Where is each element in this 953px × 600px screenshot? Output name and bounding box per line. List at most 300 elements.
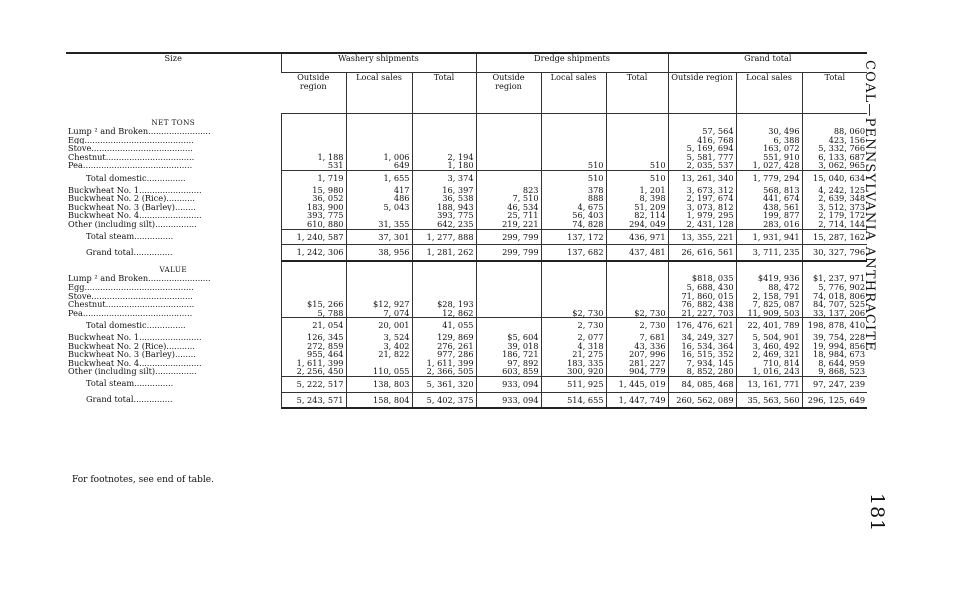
section-header-row [66,261,867,275]
table-cell: 3, 073, 812 [668,203,736,212]
table-cell: 8, 852, 280 [668,367,736,376]
table-cell: 74, 828 [541,220,606,229]
column-header: Total [802,73,867,114]
running-head-text: COAL—PENNSYLVANIA ANTHRACITE [862,60,877,352]
table-cell: 3, 673, 312 [668,186,736,195]
table-cell: 176, 476, 621 [668,318,736,333]
table-row [66,309,867,318]
table-cell: 393, 775 [412,211,476,220]
column-header: Total [606,73,668,114]
section-title: VALUE [159,264,188,274]
table-cell [606,127,668,136]
row-label: Chestnut.................................. [68,300,195,309]
table-cell: 1, 201 [606,186,668,195]
table-row [66,274,867,283]
table-cell: $12, 927 [346,300,412,309]
table-cell: 2, 197, 674 [668,194,736,203]
shipments-table [66,52,867,409]
table-cell: 299, 799 [476,229,541,245]
table-cell: 1, 281, 262 [412,245,476,261]
table-cell [412,136,476,145]
section-header-row [66,114,867,128]
table-cell: 1, 188 [281,153,346,162]
row-label: Buckwheat No. 1........................ [68,185,202,195]
table-cell: 5, 788 [281,309,346,318]
row-label: Lump ² and Broken........................ [68,127,211,136]
table-cell [541,292,606,301]
table-cell [346,127,412,136]
row-label: Lump ² and Broken........................ [68,274,211,283]
row-label: Egg.......................................... [68,135,194,145]
table-cell: 198, 878, 410 [802,318,867,333]
table-cell: 21, 227, 703 [668,309,736,318]
table-cell: 2, 179, 172 [802,211,867,220]
table-cell: 276, 261 [412,342,476,351]
table-cell [412,114,476,128]
table-cell: 97, 892 [476,359,541,368]
total-steam-row [66,229,867,245]
table-cell [606,274,668,283]
group-header-dredge: Dredge shipments [476,53,668,73]
table-cell: 88, 060 [802,127,867,136]
table-cell [476,274,541,283]
table-cell: 7, 510 [476,194,541,203]
table-cell: 1, 027, 428 [736,161,802,170]
total-steam-row [66,376,867,392]
table-cell [412,274,476,283]
table-cell [346,283,412,292]
table-cell: 15, 980 [281,186,346,195]
table-cell: 393, 775 [281,211,346,220]
table-cell [476,114,541,128]
table-cell: 129, 869 [412,333,476,342]
table-cell: 219, 221 [476,220,541,229]
table-cell: 36, 538 [412,194,476,203]
table-cell: 511, 925 [541,376,606,392]
table-cell [668,114,736,128]
table-cell: 510 [541,171,606,186]
table-cell [476,309,541,318]
table-cell: 7, 825, 087 [736,300,802,309]
table-cell: 5, 581, 777 [668,153,736,162]
table-cell: 2, 714, 144 [802,220,867,229]
table-cell: 31, 355 [346,220,412,229]
size-header: Size [66,53,281,114]
table-cell: 110, 055 [346,367,412,376]
table-cell [606,144,668,153]
table-cell: 30, 496 [736,127,802,136]
table-cell: 2, 730 [541,318,606,333]
table-cell [346,114,412,128]
table-cell: 183, 335 [541,359,606,368]
table-cell: $818, 035 [668,274,736,283]
row-label: Other (including silt)................ [68,220,197,230]
table-cell: 642, 235 [412,220,476,229]
row-label: Stove....................................... [68,144,193,153]
table-cell [412,261,476,275]
table-cell: 5, 688, 430 [668,283,736,292]
table-cell [346,274,412,283]
table-cell: 5, 243, 571 [281,392,346,408]
table-cell: 1, 979, 295 [668,211,736,220]
table-cell: 82, 114 [606,211,668,220]
table-cell [281,127,346,136]
row-label: Buckwheat No. 4........................ [68,358,202,368]
table-cell: 1, 719 [281,171,346,186]
table-cell: 568, 813 [736,186,802,195]
table-cell: $2, 730 [606,309,668,318]
table-row [66,136,867,145]
table-cell: 1, 611, 399 [281,359,346,368]
table-cell: 37, 301 [346,229,412,245]
table-cell: 710, 814 [736,359,802,368]
table-cell: 84, 707, 525 [802,300,867,309]
table-cell: 15, 287, 162 [802,229,867,245]
row-label: Total domestic............... [86,319,186,330]
table-cell [606,283,668,292]
table-cell: 76, 882, 438 [668,300,736,309]
table-cell [412,283,476,292]
table-cell: 3, 460, 492 [736,342,802,351]
row-label: Total domestic............... [86,172,186,183]
table-cell [476,144,541,153]
column-header: Local sales [736,73,802,114]
table-cell: $1, 237, 971 [802,274,867,283]
table-cell: 13, 261, 340 [668,171,736,186]
table-cell: $15, 266 [281,300,346,309]
table-cell: 2, 730 [606,318,668,333]
table-cell: 7, 074 [346,309,412,318]
table-cell: 551, 910 [736,153,802,162]
table-cell: 35, 563, 560 [736,392,802,408]
table-cell: 84, 085, 468 [668,376,736,392]
table-cell: 8, 644, 959 [802,359,867,368]
table-cell: 977, 286 [412,350,476,359]
table-cell: 8, 398 [606,194,668,203]
table-cell [668,261,736,275]
table-cell: 4, 675 [541,203,606,212]
row-label: Buckwheat No. 2 (Rice)........... [68,194,195,203]
table-cell: 6, 133, 687 [802,153,867,162]
table-cell: 97, 247, 239 [802,376,867,392]
table-cell: 2, 366, 505 [412,367,476,376]
table-cell: 11, 909, 503 [736,309,802,318]
row-label: Buckwheat No. 3 (Barley)........ [68,350,196,359]
table-cell: 183, 900 [281,203,346,212]
table-cell: 158, 804 [346,392,412,408]
table-cell: 294, 049 [606,220,668,229]
table-cell [606,261,668,275]
table-cell [541,127,606,136]
table-cell: 16, 515, 352 [668,350,736,359]
table-cell: 19, 994, 856 [802,342,867,351]
row-label: Other (including silt)................ [68,367,197,377]
row-label: Total steam............... [86,378,174,389]
table-cell: 33, 137, 206 [802,309,867,318]
row-label: Egg.......................................... [68,283,194,292]
table-cell: 137, 682 [541,245,606,261]
table-cell [346,261,412,275]
table-cell: 1, 240, 587 [281,229,346,245]
row-label: Grand total............... [86,394,173,405]
table-cell: 26, 616, 561 [668,245,736,261]
table-cell [476,261,541,275]
table-cell: 5, 043 [346,203,412,212]
table-cell: 933, 094 [476,376,541,392]
table-cell: 36, 052 [281,194,346,203]
table-cell: 21, 275 [541,350,606,359]
row-label: Buckwheat No. 4........................ [68,211,202,221]
table-cell [606,136,668,145]
table-cell: 30, 327, 796 [802,245,867,261]
table-cell: 437, 481 [606,245,668,261]
table-cell [476,127,541,136]
table-cell: 21, 822 [346,350,412,359]
table-cell: 163, 072 [736,144,802,153]
table-cell: 2, 194 [412,153,476,162]
table-cell [346,136,412,145]
grand-total-row [66,245,867,261]
table-cell: 22, 401, 789 [736,318,802,333]
table-cell: 438, 561 [736,203,802,212]
table-cell: 2, 158, 791 [736,292,802,301]
table-cell: 1, 931, 941 [736,229,802,245]
table-cell [476,161,541,170]
column-header: Local sales [346,73,412,114]
table-cell: 25, 711 [476,211,541,220]
footnote: For footnotes, see end of table. [72,475,214,485]
table-cell: 2, 639, 348 [802,194,867,203]
table-cell: 436, 971 [606,229,668,245]
table-cell: 39, 018 [476,342,541,351]
table-cell: 1, 242, 306 [281,245,346,261]
table-cell: 18, 984, 673 [802,350,867,359]
table-cell [541,274,606,283]
table-cell: 272, 859 [281,342,346,351]
table-cell: 2, 077 [541,333,606,342]
table-cell [412,127,476,136]
table-cell [541,261,606,275]
table-cell [736,261,802,275]
table-cell: 1, 655 [346,171,412,186]
table-cell [476,292,541,301]
table-cell: 1, 006 [346,153,412,162]
table-cell: 43, 336 [606,342,668,351]
table-cell: 2, 256, 450 [281,367,346,376]
table-cell: 57, 564 [668,127,736,136]
table-cell [606,292,668,301]
table-cell: 39, 754, 228 [802,333,867,342]
table-cell: $28, 193 [412,300,476,309]
table-cell [802,114,867,128]
table-cell: 56, 403 [541,211,606,220]
table-cell: 186, 721 [476,350,541,359]
table-cell: 610, 880 [281,220,346,229]
page-number [866,493,896,533]
table-cell: 207, 996 [606,350,668,359]
total-domestic-row [66,171,867,186]
table-cell [476,318,541,333]
table-cell: 13, 161, 771 [736,376,802,392]
table-cell: 423, 156 [802,136,867,145]
total-domestic-row [66,318,867,333]
table-cell: 15, 040, 634 [802,171,867,186]
table-body [66,114,867,409]
table-cell [281,274,346,283]
table-cell: 7, 681 [606,333,668,342]
table-cell: 12, 862 [412,309,476,318]
table-cell: 74, 018, 806 [802,292,867,301]
table-row [66,283,867,292]
table-cell: 5, 361, 320 [412,376,476,392]
table-cell: 933, 094 [476,392,541,408]
table-cell: 300, 920 [541,367,606,376]
table-cell: 71, 860, 015 [668,292,736,301]
table-cell: 51, 209 [606,203,668,212]
table-cell: 649 [346,161,412,170]
table-cell: 531 [281,161,346,170]
table-cell [281,136,346,145]
table-cell: 13, 355, 221 [668,229,736,245]
table-cell: 4, 318 [541,342,606,351]
table-cell: 5, 332, 766 [802,144,867,153]
table-cell: 441, 674 [736,194,802,203]
table-cell: 1, 180 [412,161,476,170]
table-cell: 417 [346,186,412,195]
table-cell: 296, 125, 649 [802,392,867,408]
table-cell: 5, 402, 375 [412,392,476,408]
row-label: Pea.......................................... [68,308,193,318]
table-cell: 514, 655 [541,392,606,408]
table-cell: 16, 534, 364 [668,342,736,351]
table-row [66,220,867,229]
table-cell: 510 [606,171,668,186]
table-cell: 299, 799 [476,245,541,261]
table-cell: $419, 936 [736,274,802,283]
section-title: NET TONS [151,117,196,127]
table-cell: 823 [476,186,541,195]
table-cell [476,136,541,145]
table-cell [281,114,346,128]
table-cell [281,283,346,292]
table-cell: 955, 464 [281,350,346,359]
table-cell: 2, 431, 128 [668,220,736,229]
table-cell [541,144,606,153]
table-cell: 137, 172 [541,229,606,245]
table-cell: 5, 504, 901 [736,333,802,342]
grand-total-row [66,392,867,408]
table-cell: 4, 242, 125 [802,186,867,195]
table-cell: 7, 934, 145 [668,359,736,368]
table-cell [476,300,541,309]
table-cell: 199, 877 [736,211,802,220]
table-cell: 3, 062, 965 [802,161,867,170]
table-cell: $2, 730 [541,309,606,318]
table-cell: 1, 277, 888 [412,229,476,245]
column-header: Local sales [541,73,606,114]
table-cell: 510 [606,161,668,170]
table-cell: 5, 169, 694 [668,144,736,153]
table-cell [541,114,606,128]
table-cell: 260, 562, 089 [668,392,736,408]
row-label: Stove....................................... [68,291,193,301]
table-cell: 16, 397 [412,186,476,195]
table-cell: 378 [541,186,606,195]
table-cell [541,283,606,292]
table-cell: 88, 472 [736,283,802,292]
table-cell: 3, 374 [412,171,476,186]
table-cell [606,114,668,128]
table-cell: 138, 803 [346,376,412,392]
row-label: Total steam............... [86,231,174,242]
table-row [66,367,867,376]
table-cell: 1, 447, 749 [606,392,668,408]
table-cell: 9, 868, 523 [802,367,867,376]
table-cell [541,136,606,145]
running-head [862,60,912,390]
table-cell: 3, 512, 373 [802,203,867,212]
table-cell: $5, 604 [476,333,541,342]
column-header: Outside region [476,73,541,114]
table-cell: 486 [346,194,412,203]
table-cell: 188, 943 [412,203,476,212]
table-cell: 3, 711, 235 [736,245,802,261]
column-header: Outside region [281,73,346,114]
table-cell [736,114,802,128]
table-cell: 888 [541,194,606,203]
table-cell: 603, 859 [476,367,541,376]
table-cell: 38, 956 [346,245,412,261]
row-label: Pea.......................................... [68,161,193,171]
table-cell: 416, 768 [668,136,736,145]
table-cell: 5, 222, 517 [281,376,346,392]
table-cell: 34, 249, 327 [668,333,736,342]
row-label: Buckwheat No. 3 (Barley)........ [68,202,196,212]
table-row [66,127,867,136]
table-cell: 1, 445, 019 [606,376,668,392]
table-cell: 2, 469, 321 [736,350,802,359]
table-cell: 2, 035, 537 [668,161,736,170]
page-number-text: 181 [866,493,888,533]
row-label: Buckwheat No. 2 (Rice)........... [68,341,195,351]
table-cell: 510 [541,161,606,170]
table-cell: 41, 055 [412,318,476,333]
row-label: Buckwheat No. 1........................ [68,332,202,342]
table-cell [476,153,541,162]
table-cell [476,283,541,292]
table-cell: 46, 534 [476,203,541,212]
table-cell [802,261,867,275]
table-cell [281,261,346,275]
table-cell: 6, 388 [736,136,802,145]
row-label: Chestnut.................................. [68,152,195,162]
column-header: Outside region [668,73,736,114]
table-cell: 5, 776, 902 [802,283,867,292]
group-header-washery: Washery shipments [281,53,476,73]
table-row [66,161,867,170]
table-cell: 904, 779 [606,367,668,376]
table-cell: 1, 016, 243 [736,367,802,376]
table-cell: 1, 611, 399 [412,359,476,368]
table-cell: 283, 016 [736,220,802,229]
table-cell: 3, 524 [346,333,412,342]
group-header-grand-total: Grand total [668,53,867,73]
table-cell: 21, 054 [281,318,346,333]
table-cell: 20, 001 [346,318,412,333]
row-label: Grand total............... [86,246,173,257]
table-cell: 281, 227 [606,359,668,368]
table-cell: 126, 345 [281,333,346,342]
